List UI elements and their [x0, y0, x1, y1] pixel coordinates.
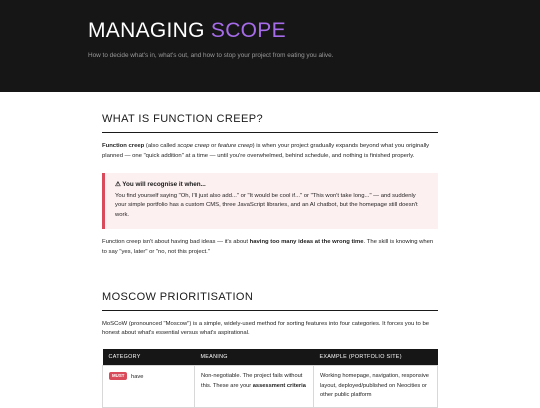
section-function-creep: [102, 112, 438, 258]
section-heading-moscow: MOSCOW PRIORITISATION: [102, 290, 438, 311]
callout-title-text: You will recognise it when...: [122, 180, 206, 188]
definition-text-b: or: [209, 143, 218, 149]
summary-text-b: . The skill is knowing when to say "yes, later" or "no, not this project.": [102, 238, 434, 255]
term-function-creep: Function creep: [102, 143, 145, 149]
callout-text: You find yourself saying "Oh, I'll just also add..." or "It would be cool if..." or "This won't take long..." — and suddenly your simple portfolio has a custom CMS, three JavaScript libraries, and an AI chatbot, but the homepage still doesn't work.: [115, 192, 418, 219]
term-scope-creep: scope creep: [177, 143, 210, 149]
cell-category: [103, 366, 195, 408]
summary-emphasis: having too many ideas at the wrong time: [249, 238, 364, 245]
table-row: [103, 366, 438, 408]
term-feature-creep: feature creep: [217, 143, 253, 149]
hero-banner: [0, 0, 540, 92]
meaning-text: Non-negotiable. The project fails without this. These are your: [201, 373, 303, 389]
main-content: [0, 112, 540, 408]
meaning-emphasis: assessment criteria: [252, 382, 306, 389]
table-header-row: [103, 349, 438, 366]
definition-text-a: (also called: [144, 143, 178, 149]
function-creep-summary: [102, 238, 438, 258]
moscow-table: [102, 349, 438, 408]
page-subtitle: How to decide what's in, what's out, and how to stop your project from eating you alive.: [88, 52, 334, 59]
warning-callout: [102, 173, 438, 229]
moscow-intro: MoSCoW (pronounced "Moscow") is a simple, widely-used method for sorting features into four categories. It forces you to be honest about what's essential versus what's aspirational.: [102, 320, 430, 337]
section-moscow: [102, 290, 438, 408]
column-header-meaning: MEANING: [195, 349, 314, 366]
cell-meaning: [195, 366, 314, 408]
column-header-category: CATEGORY: [103, 349, 195, 366]
page-title-accent: SCOPE: [210, 19, 286, 42]
category-text: have: [131, 374, 144, 381]
must-badge: MUST: [109, 372, 127, 380]
warning-icon: ⚠: [115, 180, 121, 188]
section-heading-function-creep: WHAT IS FUNCTION CREEP?: [102, 112, 438, 133]
page-title-main: MANAGING: [88, 19, 205, 42]
cell-example: Working homepage, navigation, responsive layout, deployed/published on Neocities or other public platform: [314, 366, 438, 408]
summary-text-a: Function creep isn't about having bad ideas — it's about: [102, 238, 250, 245]
definition-text-c: ) is when your project gradually expands beyond what you originally planned — one "quick addition" at a time — until you're overwhelmed, behind schedule, and nothing is finished properly.: [102, 143, 430, 159]
column-header-example: EXAMPLE (PORTFOLIO SITE): [314, 349, 438, 366]
callout-title: [115, 180, 428, 189]
page-title: [88, 18, 452, 44]
function-creep-definition: [102, 142, 438, 162]
